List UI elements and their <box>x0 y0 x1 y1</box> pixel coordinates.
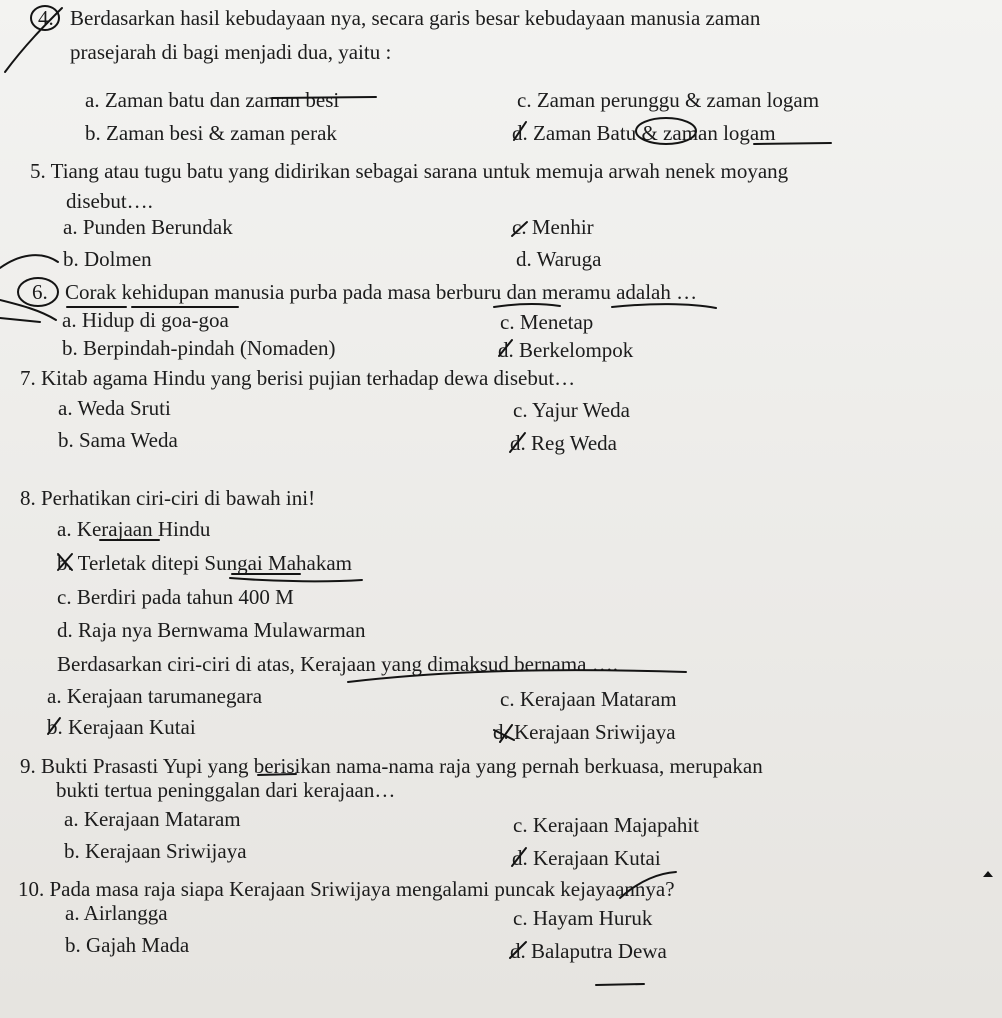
q8-feature-a: a. Kerajaan Hindu <box>57 517 211 541</box>
q4-option-b[interactable]: b. Zaman besi & zaman perak <box>85 121 337 145</box>
q8-text: 8. Perhatikan ciri-ciri di bawah ini! <box>20 486 316 510</box>
q8-feature-c: c. Berdiri pada tahun 400 M <box>57 585 294 609</box>
q6-option-d[interactable]: d. Berkelompok <box>498 338 634 362</box>
q10-option-c[interactable]: c. Hayam Huruk <box>513 906 653 930</box>
q10-option-b[interactable]: b. Gajah Mada <box>65 933 190 957</box>
q5-option-c[interactable]: c. Menhir <box>512 215 594 239</box>
q5-option-d[interactable]: d. Waruga <box>516 247 602 271</box>
q4-text-line2: prasejarah di bagi menjadi dua, yaitu : <box>70 40 392 64</box>
q9-option-b[interactable]: b. Kerajaan Sriwijaya <box>64 839 247 863</box>
q5-option-b[interactable]: b. Dolmen <box>63 247 152 271</box>
q8-option-d[interactable]: d. Kerajaan Sriwijaya <box>493 720 676 744</box>
q9-text-line1: 9. Bukti Prasasti Yupi yang berisikan nama-nama raja yang pernah berkuasa, merupakan <box>20 754 763 778</box>
q8-option-b[interactable]: b. Kerajaan Kutai <box>47 715 196 739</box>
q7-option-d[interactable]: d. Reg Weda <box>510 431 617 455</box>
q9-option-d[interactable]: d. Kerajaan Kutai <box>512 846 661 870</box>
q7-option-c[interactable]: c. Yajur Weda <box>513 398 630 422</box>
q4-option-c[interactable]: c. Zaman perunggu & zaman logam <box>517 88 820 112</box>
q8-mahakam-line <box>230 578 362 581</box>
q9-option-c[interactable]: c. Kerajaan Majapahit <box>513 813 699 837</box>
q10-text: 10. Pada masa raja siapa Kerajaan Sriwijaya mengalami puncak kejayaannya? <box>18 877 675 901</box>
q5-option-a[interactable]: a. Punden Berundak <box>63 215 233 239</box>
q6-option-a[interactable]: a. Hidup di goa-goa <box>62 308 229 332</box>
q5-text-line1: 5. Tiang atau tugu batu yang didirikan sebagai sarana untuk memuja arwah nenek moyang <box>30 159 789 183</box>
q5-text-line2: disebut…. <box>66 189 153 213</box>
q8-feature-b: b. Terletak ditepi Sungai Mahakam <box>57 551 352 575</box>
q6-option-b[interactable]: b. Berpindah-pindah (Nomaden) <box>62 336 336 360</box>
q5-margin-arc <box>0 255 58 268</box>
q10-balaputra-underline <box>596 984 644 985</box>
q6-text: Corak kehidupan manusia purba pada masa berburu dan meramu adalah … <box>65 280 698 304</box>
q4-option-d[interactable]: d. Zaman Batu & zaman logam <box>512 121 776 145</box>
q6-meramu-underline <box>612 304 716 308</box>
q4-option-a[interactable]: a. Zaman batu dan zaman besi <box>85 88 340 112</box>
q4-text-line1: Berdasarkan hasil kebudayaan nya, secara garis besar kebudayaan manusia zaman <box>70 6 761 30</box>
q8-option-c[interactable]: c. Kerajaan Mataram <box>500 687 677 711</box>
q6-number: 6. <box>32 280 48 304</box>
q10-option-d[interactable]: d. Balaputra Dewa <box>510 939 667 963</box>
q6-berburu-underline <box>494 304 560 307</box>
q6-option-c[interactable]: c. Menetap <box>500 310 594 334</box>
q7-option-a[interactable]: a. Weda Sruti <box>58 396 171 420</box>
q7-text: 7. Kitab agama Hindu yang berisi pujian terhadap dewa disebut… <box>20 366 576 390</box>
q8-feature-d: d. Raja nya Bernwama Mulawarman <box>57 618 366 642</box>
q10-option-a[interactable]: a. Airlangga <box>65 901 168 925</box>
q4-number: 4. <box>38 6 54 30</box>
q9-option-a[interactable]: a. Kerajaan Mataram <box>64 807 241 831</box>
q9-text-line2: bukti tertua peninggalan dari kerajaan… <box>56 778 396 802</box>
caret-mark <box>983 871 993 877</box>
q7-option-b[interactable]: b. Sama Weda <box>58 428 178 452</box>
q8-question: Berdasarkan ciri-ciri di atas, Kerajaan yang dimaksud bernama …. <box>57 652 618 676</box>
q8-option-a[interactable]: a. Kerajaan tarumanegara <box>47 684 263 708</box>
